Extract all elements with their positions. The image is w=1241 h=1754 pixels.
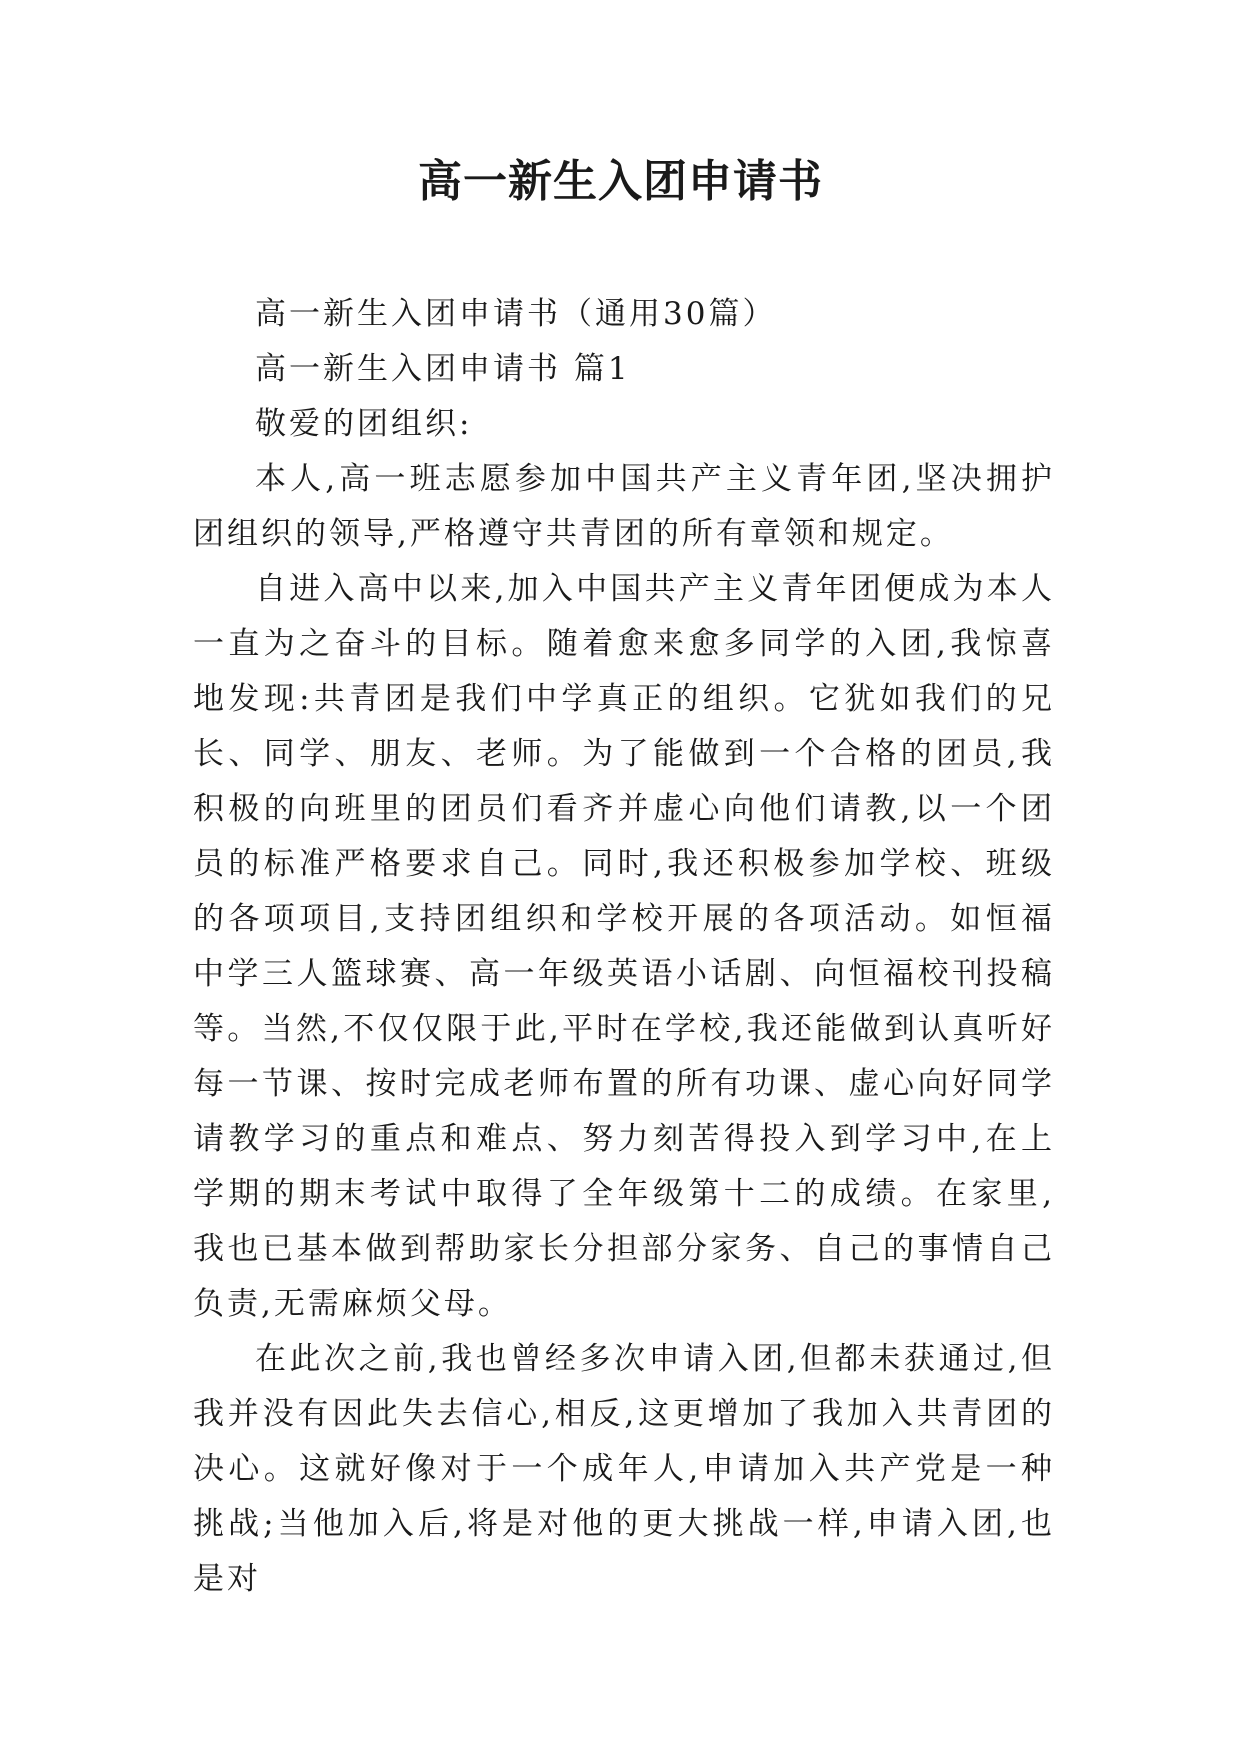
document-body [193,287,1055,1607]
body-paragraph: 在此次之前,我也曾经多次申请入团,但都未获通过,但我并没有因此失去信心,相反,这更增加了我加入共青团的决心。这就好像对于一个成年人,申请加入共产党是一种挑战;当他加入后,将是对他的更大挑战一样,申请入团,也是对 [193,1341,1055,1597]
section-heading: 高一新生入团申请书 篇1 [255,351,631,387]
document-title: 高一新生入团申请书 [418,156,823,207]
salutation: 敬爱的团组织: [255,406,473,442]
subtitle-line: 高一新生入团申请书（通用30篇） [255,296,777,332]
body-paragraph: 本人,高一班志愿参加中国共产主义青年团,坚决拥护团组织的领导,严格遵守共青团的所有章领和规定。 [193,461,1055,552]
body-paragraph: 自进入高中以来,加入中国共产主义青年团便成为本人一直为之奋斗的目标。随着愈来愈多同学的入团,我惊喜地发现:共青团是我们中学真正的组织。它犹如我们的兄长、同学、朋友、老师。为了能做到一个合格的团员,我积极的向班里的团员们看齐并虚心向他们请教,以一个团员的标准严格要求自己。同时,我还积极参加学校、班级的各项项目,支持团组织和学校开展的各项活动。如恒福中学三人篮球赛、高一年级英语小话剧、向恒福校刊投稿等。当然,不仅仅限于此,平时在学校,我还能做到认真听好每一节课、按时完成老师布置的所有功课、虚心向好同学请教学习的重点和难点、努力刻苦得投入到学习中,在上学期的期末考试中取得了全年级第十二的成绩。在家里,我也已基本做到帮助家长分担部分家务、自己的事情自己负责,无需麻烦父母。 [193,571,1055,1322]
